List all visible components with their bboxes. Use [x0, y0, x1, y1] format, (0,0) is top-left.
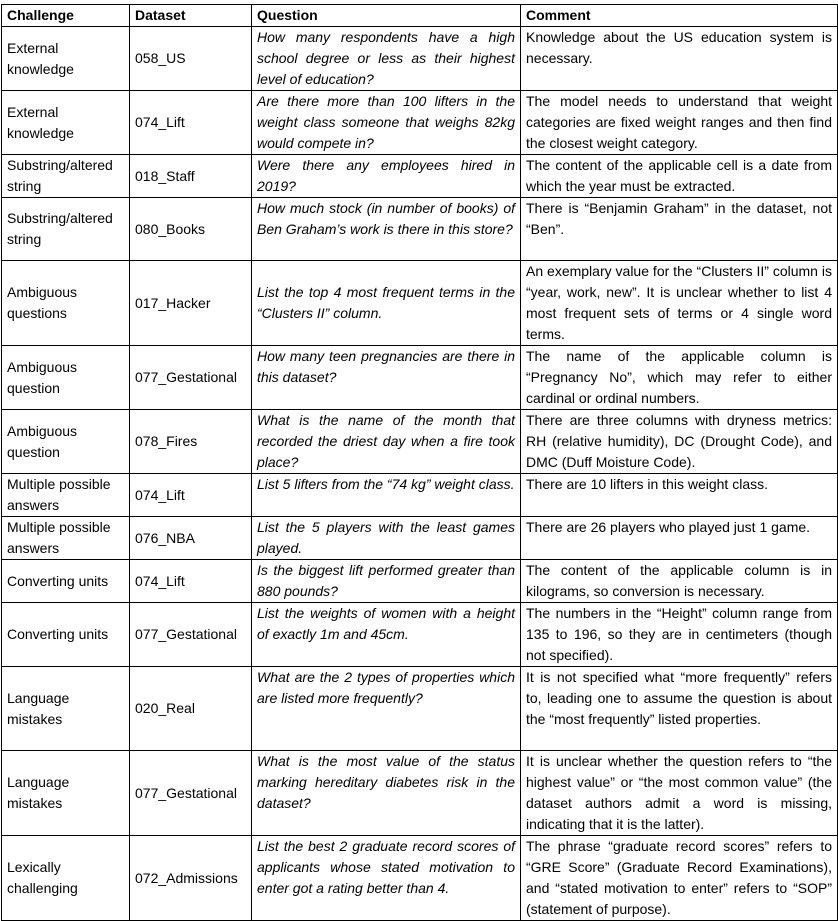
cell-question: How much stock (in number of books) of Ben Graham’s work is there in this store?: [252, 198, 521, 261]
table-body: [2, 27, 838, 921]
table-row: [2, 27, 838, 91]
table-row: [2, 751, 838, 836]
cell-question: List the 5 players with the least games played.: [252, 517, 521, 560]
header-dataset: Dataset: [130, 5, 252, 27]
cell-comment: There are three columns with dryness metrics: RH (relative humidity), DC (Drought Code), and DMC (Duff Moisture Code).: [521, 410, 838, 474]
cell-dataset: 078_Fires: [130, 410, 252, 474]
cell-challenge: Lexically challenging: [2, 836, 130, 921]
cell-comment: There is “Benjamin Graham” in the dataset, not “Ben”.: [521, 198, 838, 261]
cell-challenge: Multiple possible answers: [2, 474, 130, 517]
cell-question: List the weights of women with a height of exactly 1m and 45cm.: [252, 603, 521, 667]
table-row: [2, 198, 838, 261]
cell-comment: The name of the applicable column is “Pregnancy No”, which may refer to either cardinal or ordinal numbers.: [521, 346, 838, 410]
cell-comment: An exemplary value for the “Clusters II” column is “year, work, new”. It is unclear whether to list 4 most frequent sets of terms or 4 single word terms.: [521, 261, 838, 346]
cell-challenge: Ambiguous question: [2, 346, 130, 410]
table-row: [2, 603, 838, 667]
cell-dataset: 077_Gestational: [130, 346, 252, 410]
cell-question: How many teen pregnancies are there in this dataset?: [252, 346, 521, 410]
table-row: [2, 517, 838, 560]
table-row: [2, 91, 838, 155]
cell-dataset: 080_Books: [130, 198, 252, 261]
cell-dataset: 077_Gestational: [130, 603, 252, 667]
cell-dataset: 076_NBA: [130, 517, 252, 560]
cell-question: What is the most value of the status marking hereditary diabetes risk in the dataset?: [252, 751, 521, 836]
cell-comment: The numbers in the “Height” column range from 135 to 196, so they are in centimeters (though not specified).: [521, 603, 838, 667]
cell-question: Were there any employees hired in 2019?: [252, 155, 521, 198]
header-comment: Comment: [521, 5, 838, 27]
cell-dataset: 077_Gestational: [130, 751, 252, 836]
cell-dataset: 074_Lift: [130, 560, 252, 603]
cell-challenge: Ambiguous question: [2, 410, 130, 474]
table-row: [2, 560, 838, 603]
cell-question: List 5 lifters from the “74 kg” weight class.: [252, 474, 521, 517]
cell-comment: Knowledge about the US education system is necessary.: [521, 27, 838, 91]
table-row: [2, 836, 838, 921]
cell-challenge: Ambiguous questions: [2, 261, 130, 346]
header-row: [2, 5, 838, 27]
cell-challenge: Multiple possible answers: [2, 517, 130, 560]
cell-comment: The content of the applicable cell is a date from which the year must be extracted.: [521, 155, 838, 198]
header-challenge: Challenge: [2, 5, 130, 27]
cell-challenge: External knowledge: [2, 91, 130, 155]
cell-challenge: Substring/altered string: [2, 155, 130, 198]
cell-question: How many respondents have a high school degree or less as their highest level of education?: [252, 27, 521, 91]
table-row: [2, 474, 838, 517]
cell-challenge: Converting units: [2, 603, 130, 667]
cell-comment: The model needs to understand that weight categories are fixed weight ranges and then find the closest weight category.: [521, 91, 838, 155]
cell-comment: There are 10 lifters in this weight class.: [521, 474, 838, 517]
cell-dataset: 072_Admissions: [130, 836, 252, 921]
cell-challenge: Language mistakes: [2, 667, 130, 751]
header-question: Question: [252, 5, 521, 27]
cell-dataset: 074_Lift: [130, 91, 252, 155]
table-row: [2, 667, 838, 751]
cell-challenge: Converting units: [2, 560, 130, 603]
cell-dataset: 017_Hacker: [130, 261, 252, 346]
cell-question: What is the name of the month that recorded the driest day when a fire took place?: [252, 410, 521, 474]
cell-comment: It is unclear whether the question refers to “the highest value” or “the most common value” (the dataset authors admit a word is missing, indicating that it is the latter).: [521, 751, 838, 836]
cell-question: Is the biggest lift performed greater than 880 pounds?: [252, 560, 521, 603]
cell-comment: The phrase “graduate record scores” refers to “GRE Score” (Graduate Record Examinations), and “stated motivation to enter” refers to “SOP” (statement of purpose).: [521, 836, 838, 921]
cell-comment: The content of the applicable column is in kilograms, so conversion is necessary.: [521, 560, 838, 603]
cell-challenge: External knowledge: [2, 27, 130, 91]
cell-question: What are the 2 types of properties which are listed more frequently?: [252, 667, 521, 751]
table-row: [2, 155, 838, 198]
cell-comment: It is not specified what “more frequently” refers to, leading one to assume the question is about the “most frequently” listed properties.: [521, 667, 838, 751]
challenges-table: [1, 4, 838, 921]
cell-comment: There are 26 players who played just 1 game.: [521, 517, 838, 560]
cell-dataset: 058_US: [130, 27, 252, 91]
cell-dataset: 074_Lift: [130, 474, 252, 517]
table-row: [2, 261, 838, 346]
cell-dataset: 018_Staff: [130, 155, 252, 198]
cell-dataset: 020_Real: [130, 667, 252, 751]
cell-question: List the best 2 graduate record scores of applicants whose stated motivation to enter got a rating better than 4.: [252, 836, 521, 921]
cell-question: Are there more than 100 lifters in the weight class someone that weighs 82kg would compete in?: [252, 91, 521, 155]
table-row: [2, 346, 838, 410]
cell-challenge: Language mistakes: [2, 751, 130, 836]
cell-question: List the top 4 most frequent terms in the “Clusters II” column.: [252, 261, 521, 346]
cell-challenge: Substring/altered string: [2, 198, 130, 261]
table-row: [2, 410, 838, 474]
